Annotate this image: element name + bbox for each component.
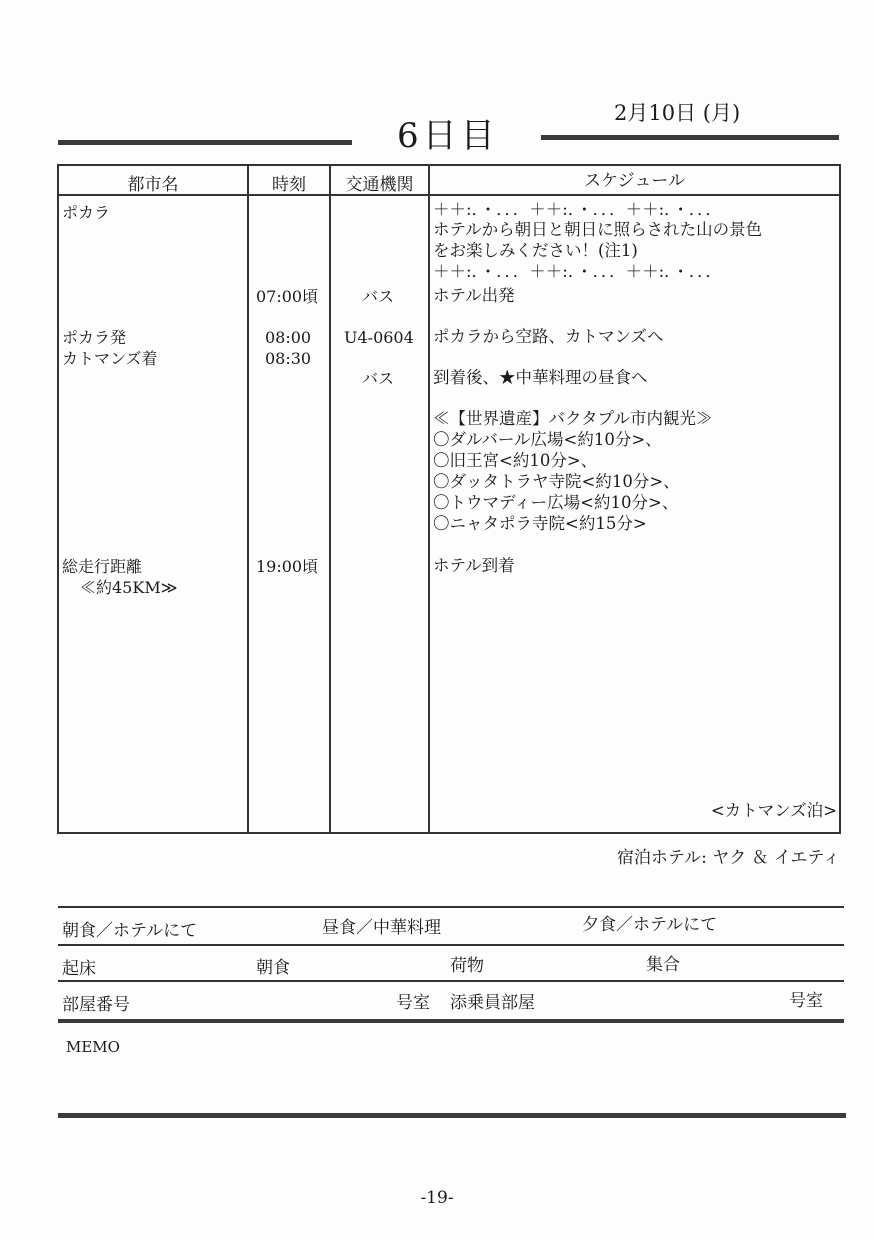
- schedule-hotel-departure: ホテル出発: [433, 286, 515, 305]
- breakfast-time-label: 朝食: [256, 958, 290, 978]
- meal-row-bottom-rule: [58, 944, 844, 946]
- schedule-tour-item: 〇ダッタトラヤ寺院<約10分>、: [433, 472, 680, 491]
- schedule-tour-item: 〇ニャタポラ寺院<約15分>: [433, 514, 647, 533]
- date-label: 2月10日 (月): [614, 101, 741, 125]
- schedule-line-2: をお楽しみください！(注1): [433, 241, 638, 260]
- time-0800: 08:00: [265, 328, 312, 347]
- schedule-tour-title: ≪【世界遺産】バクタプル市内観光≫: [433, 409, 713, 428]
- transport-bus-2: バス: [362, 369, 395, 388]
- city-pokhara-dep: ポカラ発: [62, 328, 127, 347]
- header-rule-right: [541, 135, 839, 140]
- schedule-tour-item: 〇旧王宮<約10分>、: [433, 451, 598, 470]
- room-suffix: 号室: [396, 993, 430, 1013]
- col-header-schedule: スケジュール: [584, 171, 685, 191]
- city-pokhara: ポカラ: [62, 203, 111, 222]
- times-row-bottom-rule: [58, 980, 844, 982]
- meal-lunch: 昼食／中華料理: [322, 918, 441, 938]
- wakeup-label: 起床: [62, 959, 96, 979]
- escort-room-suffix: 号室: [789, 991, 823, 1011]
- meal-dinner: 夕食／ホテルにて: [582, 915, 718, 935]
- memo-label: MEMO: [66, 1038, 120, 1056]
- schedule-hotel-arrival: ホテル到着: [433, 556, 515, 575]
- header-rule-left: [58, 140, 352, 145]
- room-row-bottom-rule: [58, 1019, 844, 1023]
- schedule-decoration-2: ＋＋:．・．．．＋＋:．・．．．＋＋:．・．．．: [433, 262, 722, 281]
- time-1900: 19:00頃: [256, 557, 319, 576]
- luggage-label: 荷物: [450, 956, 484, 976]
- transport-bus-1: バス: [362, 287, 395, 306]
- schedule-lunch: 到着後、★中華料理の昼食へ: [433, 368, 648, 387]
- city-total-distance: 総走行距離: [62, 557, 143, 576]
- meal-breakfast: 朝食／ホテルにて: [62, 921, 198, 941]
- gather-label: 集合: [646, 955, 680, 975]
- transport-flight: U4-0604: [344, 328, 414, 347]
- memo-bottom-rule: [58, 1113, 846, 1118]
- col-divider-2: [329, 164, 331, 834]
- col-header-city: 都市名: [127, 175, 179, 195]
- col-header-transport: 交通機関: [345, 175, 414, 195]
- city-distance-value: ≪約45KM≫: [80, 578, 178, 597]
- time-0830: 08:30: [265, 349, 312, 368]
- col-divider-1: [247, 164, 249, 834]
- escort-room-label: 添乗員部屋: [450, 993, 535, 1013]
- schedule-stay: <カトマンズ泊>: [710, 801, 837, 820]
- col-divider-3: [428, 164, 430, 834]
- schedule-flight: ポカラから空路、カトマンズへ: [433, 327, 664, 346]
- schedule-tour-item: 〇ダルバール広場<約10分>、: [433, 430, 662, 449]
- time-0700: 07:00頃: [256, 287, 319, 306]
- room-number-label: 部屋番号: [62, 995, 130, 1015]
- meal-row-top-rule: [58, 906, 844, 908]
- col-header-time: 時刻: [272, 175, 306, 195]
- city-kathmandu-arr: カトマンズ着: [62, 349, 158, 368]
- schedule-tour-item: 〇トウマディー広場<約10分>、: [433, 493, 679, 512]
- page-number: -19-: [420, 1188, 454, 1208]
- schedule-decoration-1: ＋＋:．・．．．＋＋:．・．．．＋＋:．・．．．: [433, 200, 722, 219]
- schedule-line-1: ホテルから朝日と朝日に照らされた山の景色: [433, 220, 763, 239]
- hotel-name: 宿泊ホテル: ヤク ＆ イエティ: [616, 848, 840, 868]
- day-title: 6日目: [397, 116, 499, 156]
